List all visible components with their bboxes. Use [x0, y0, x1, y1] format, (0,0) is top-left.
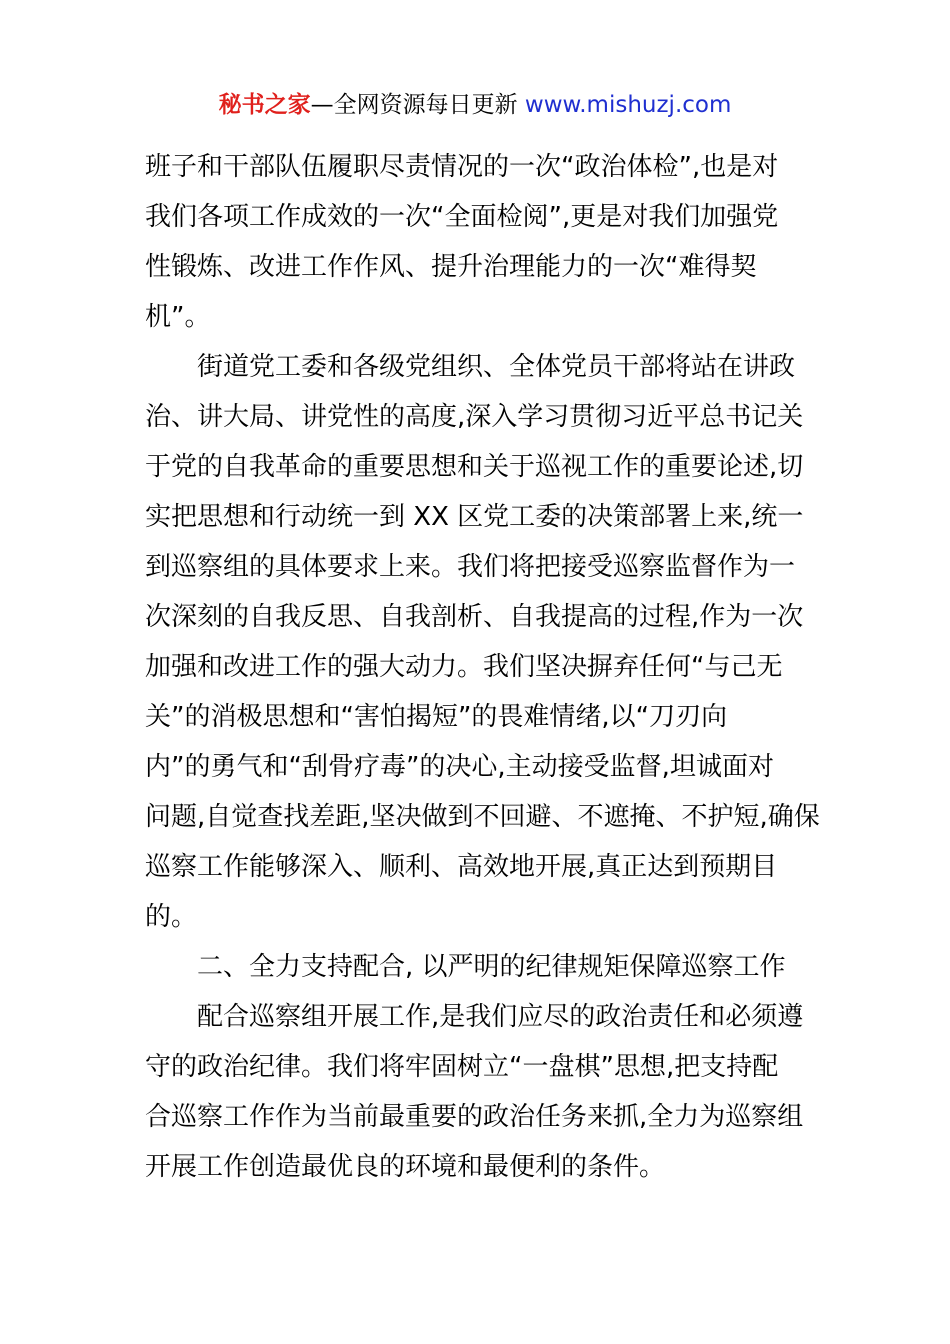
- paragraph-start: 配合巡察组开展工作,是我们应尽的政治责任和必须遵: [197, 1002, 804, 1032]
- site-url-link[interactable]: www.mishuzj.com: [524, 92, 732, 118]
- text-line: 实把思想和行动统一到 XX 区党工委的决策部署上来,统一: [145, 502, 804, 532]
- text-line: 于党的自我革命的重要思想和关于巡视工作的重要论述,切: [145, 452, 804, 482]
- header-tagline: —全网资源每日更新: [310, 92, 525, 118]
- text-line: 内”的勇气和“刮骨疗毒”的决心,主动接受监督,坦诚面对: [145, 752, 774, 782]
- text-line: 问题,自觉查找差距,坚决做到不回避、不遮掩、不护短,确保: [145, 802, 820, 832]
- text-line: 守的政治纪律。我们将牢固树立“一盘棋”思想,把支持配: [145, 1052, 779, 1082]
- paragraph-start: 街道党工委和各级党组织、全体党员干部将站在讲政: [197, 352, 796, 382]
- text-line: 关”的消极思想和“害怕揭短”的畏难情绪,以“刀刃向: [145, 702, 728, 732]
- text-line: 机”。: [145, 302, 211, 332]
- text-line: 性锻炼、改进工作作风、提升治理能力的一次“难得契: [145, 252, 757, 282]
- text-line: 治、讲大局、讲党性的高度,深入学习贯彻习近平总书记关: [145, 402, 804, 432]
- document-body: [145, 142, 820, 1192]
- text-line: 的。: [145, 902, 198, 932]
- text-line: 合巡察工作作为当前最重要的政治任务来抓,全力为巡察组: [145, 1102, 804, 1132]
- page-header: [0, 88, 950, 122]
- text-line: 班子和干部队伍履职尽责情况的一次“政治体检”,也是对: [145, 152, 779, 182]
- section-heading: 二、全力支持配合, 以严明的纪律规矩保障巡察工作: [197, 952, 786, 982]
- text-line: 到巡察组的具体要求上来。我们将把接受巡察监督作为一: [145, 552, 796, 582]
- text-line: 巡察工作能够深入、顺利、高效地开展,真正达到预期目: [145, 852, 778, 882]
- text-line: 开展工作创造最优良的环境和最便利的条件。: [145, 1152, 666, 1182]
- text-line: 我们各项工作成效的一次“全面检阅”,更是对我们加强党: [145, 202, 779, 232]
- brand-name: 秘书之家: [218, 92, 311, 118]
- text-line: 加强和改进工作的强大动力。我们坚决摒弃任何“与己无: [145, 652, 783, 682]
- text-line: 次深刻的自我反思、自我剖析、自我提高的过程,作为一次: [145, 602, 804, 632]
